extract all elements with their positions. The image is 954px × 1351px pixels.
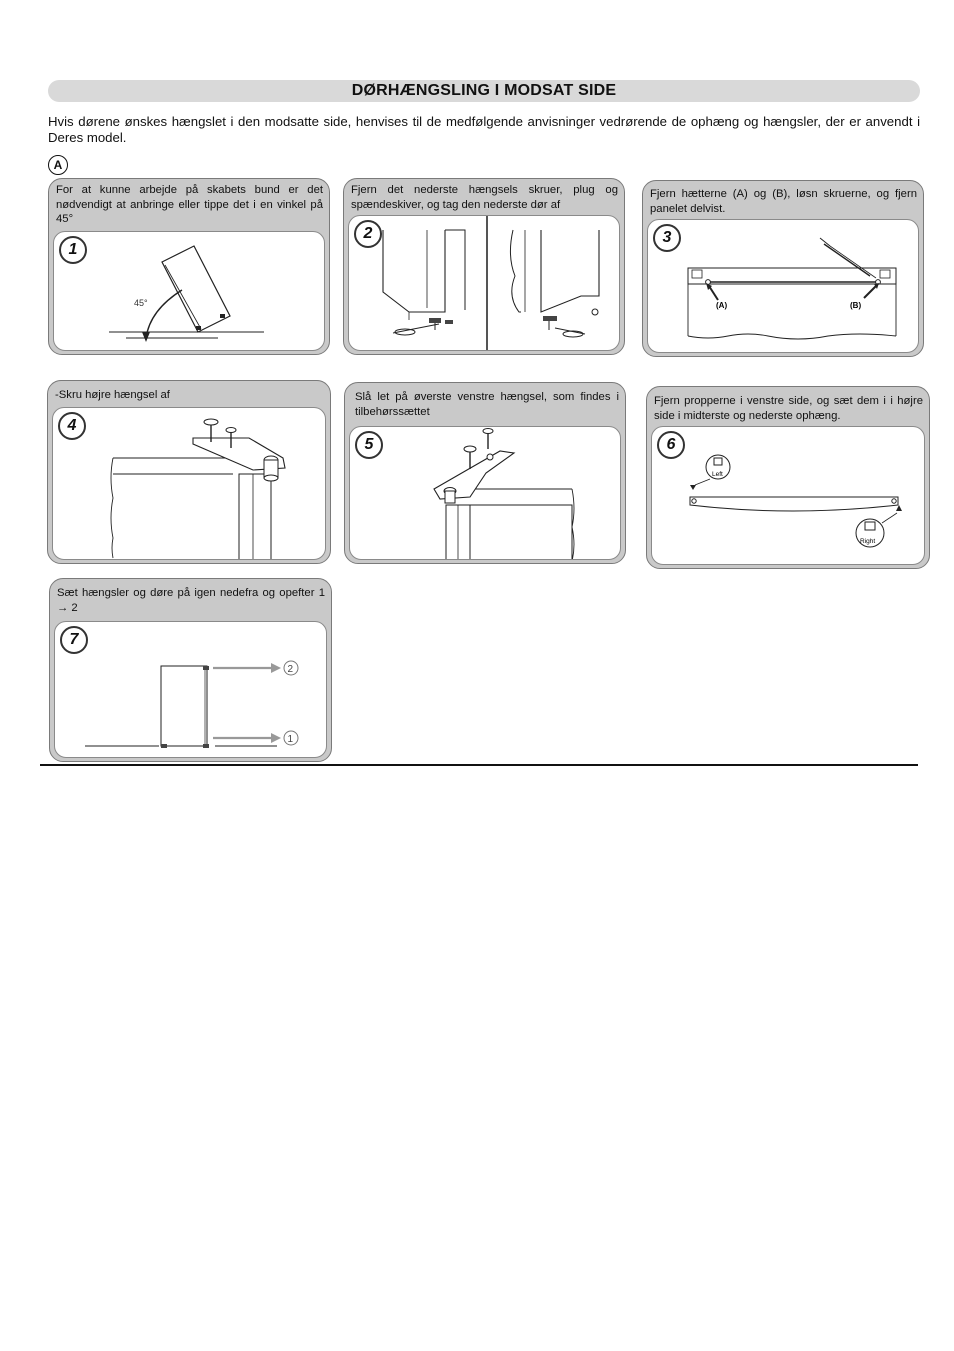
- cap-b-label: (B): [850, 301, 862, 310]
- step-number-3: 3: [653, 224, 681, 252]
- step-caption-6: Fjern propperne i venstre side, og sæt dem i i højre side i midterste og nederste ophæng.: [654, 395, 923, 422]
- step-number-6: 6: [657, 431, 685, 459]
- step-illustration-4: [52, 407, 326, 560]
- step-illustration-6: [651, 426, 925, 565]
- step-caption-5: Slå let på øverste venstre hængsel, som findes i tilbehørssættet: [355, 391, 619, 418]
- section-divider: [40, 764, 918, 766]
- section-letter: A: [48, 155, 68, 175]
- step-illustration-3: [647, 219, 919, 353]
- cap-a-label: (A): [716, 301, 728, 310]
- step-panel-7: [49, 578, 332, 762]
- step-caption-7: Sæt hængsler og døre på igen nedefra og opefter 1 → 2: [57, 587, 325, 614]
- order-marker-2: 2: [287, 664, 294, 675]
- panel-caps-drawing: [648, 220, 919, 352]
- step-illustration-7: [54, 621, 327, 758]
- order-marker-1: 1: [287, 734, 294, 745]
- angle-label: 45°: [134, 298, 148, 308]
- upper-left-hinge-drawing: [350, 427, 621, 560]
- step-caption-1: For at kunne arbejde på skabets bund er det nødvendigt at anbringe eller tippe det i en vinkel på 45°: [56, 184, 323, 225]
- plug-left-label: Left: [712, 471, 723, 478]
- step-panel-2: [343, 178, 625, 355]
- step-number-4: 4: [58, 412, 86, 440]
- step-panel-1: [48, 178, 330, 355]
- plug-right-label: Right: [860, 538, 876, 545]
- step-illustration-5: [349, 426, 621, 560]
- plug-swap-drawing: [652, 427, 925, 565]
- step-panel-5: [344, 382, 626, 564]
- step-panel-3: [642, 180, 924, 357]
- step-number-7: 7: [60, 626, 88, 654]
- step-caption-2: Fjern det nederste hængsels skruer, plug og spændeskiver, og tag den nederste dør af: [351, 184, 618, 211]
- intro-paragraph: Hvis dørene ønskes hængslet i den modsatte side, henvises til de medfølgende anvisninger vedrørende de ophæng og hængsler, der er anvendt i Deres model.: [48, 114, 920, 145]
- reassembly-order-drawing: [55, 622, 327, 758]
- page-title: DØRHÆNGSLING I MODSAT SIDE: [48, 80, 920, 102]
- step-illustration-2: [348, 215, 620, 351]
- step-number-1: 1: [59, 236, 87, 264]
- step-illustration-1: [53, 231, 325, 351]
- step-number-5: 5: [355, 431, 383, 459]
- right-hinge-removal-drawing: [53, 408, 326, 560]
- step-caption-4: -Skru højre hængsel af: [55, 389, 170, 401]
- tilted-cabinet-drawing: [54, 232, 325, 351]
- step-number-2: 2: [354, 220, 382, 248]
- lower-hinge-removal-drawing: [349, 216, 620, 351]
- step-panel-6: [646, 386, 930, 569]
- step-caption-3: Fjern hætterne (A) og (B), løsn skruerne, og fjern panelet delvist.: [650, 188, 917, 215]
- step-panel-4: [47, 380, 331, 564]
